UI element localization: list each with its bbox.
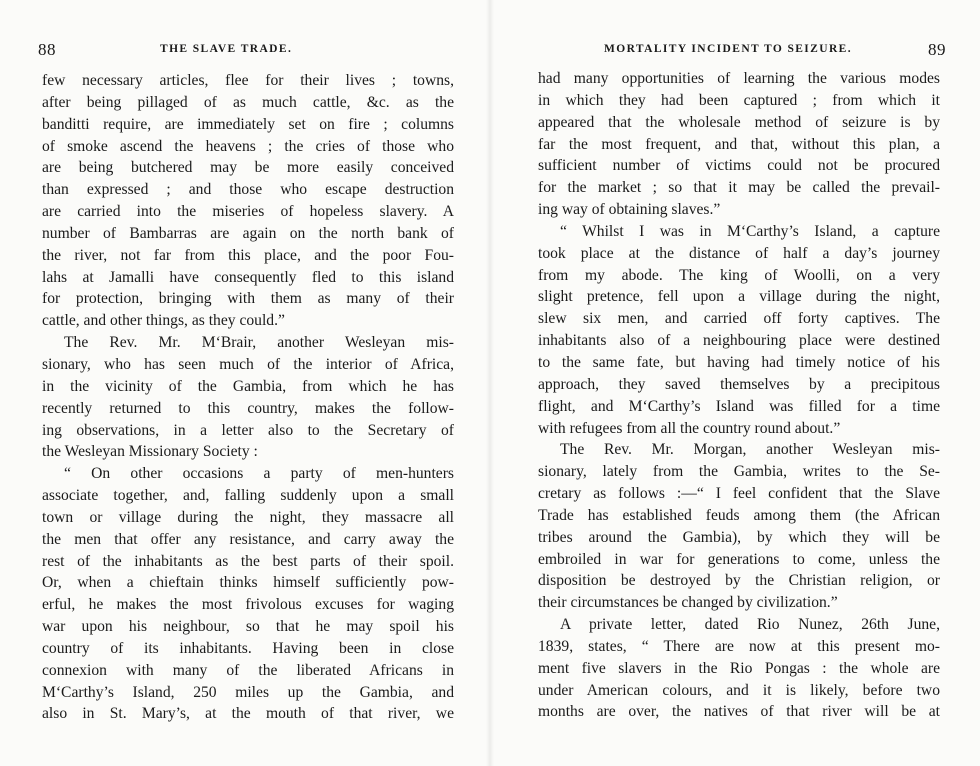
text-line: The Rev. Mr. M‘Brair, another Wesleyan mis- — [64, 334, 454, 352]
text-line: under American colours, and it is likely, before two — [538, 681, 940, 699]
text-line: cattle, and other things, as they could.” — [42, 312, 285, 330]
text-line: are carried into the miseries of hopeless slavery. A — [42, 203, 454, 221]
text-line: disposition be destroyed by the Christian religion, or — [538, 572, 940, 590]
text-line: had many opportunities of learning the various modes — [538, 70, 940, 87]
text-line: few necessary articles, flee for their lives ; towns, — [42, 72, 454, 89]
text-line: lahs at Jamalli have consequently fled to this island — [42, 268, 454, 286]
text-line: M‘Carthy’s Island, 250 miles up the Gambia, and — [42, 683, 454, 701]
right-page-text — [538, 68, 940, 723]
text-line: the men that offer any resistance, and carry away the — [42, 530, 454, 548]
text-line: than expressed ; and those who escape destruction — [42, 181, 454, 199]
left-running-head — [38, 40, 458, 62]
left-running-title: THE SLAVE TRADE. — [160, 43, 293, 55]
text-line: for protection, bringing with them as many of their — [42, 290, 454, 308]
text-line: cretary as follows :—“ I feel confident that the Slave — [538, 485, 940, 503]
text-line: “ On other occasions a party of men-hunters — [64, 465, 454, 483]
text-line: slight pretence, fell upon a village during the night, — [538, 288, 940, 306]
text-line: for the market ; so that it may be called the prevail- — [538, 179, 940, 197]
text-line: sufficient number of victims could not be procured — [538, 157, 940, 175]
text-line: took place at the distance of half a day’s journey — [538, 244, 940, 262]
text-line: the Wesleyan Missionary Society : — [42, 443, 258, 461]
text-line: inhabitants also of a neighbouring place were destined — [538, 332, 940, 350]
text-line: from my abode. The king of Woolli, on a very — [538, 266, 940, 284]
text-line: tribes around the Gambia), by which they will be — [538, 528, 940, 546]
text-line: ing observations, in a letter also to the Secretary of — [42, 421, 454, 439]
text-line: in which they had been captured ; from which it — [538, 91, 940, 109]
text-line: 1839, states, “ There are now at this present mo- — [538, 637, 940, 655]
text-line: flight, and M‘Carthy’s Island was filled for a time — [538, 397, 940, 415]
text-line: banditti require, are immediately set on fire ; columns — [42, 115, 454, 133]
text-line: rest of the inhabitants as the best parts of their spoil. — [42, 552, 454, 570]
text-line: approach, they saved themselves by a precipitous — [538, 375, 940, 393]
text-line: Or, when a chieftain thinks himself sufficiently pow- — [42, 574, 454, 592]
text-line: sionary, lately from the Gambia, writes to the Se- — [538, 463, 940, 481]
text-line: country of its inhabitants. Having been in close — [42, 639, 454, 657]
right-running-head — [536, 40, 946, 62]
text-line: after being pillaged of as much cattle, &c. as the — [42, 93, 454, 111]
text-line: slew six men, and carried off forty captives. The — [538, 310, 940, 328]
text-line: their circumstances be changed by civilization.” — [538, 594, 838, 612]
text-line: far the most frequent, and that, without this plan, a — [538, 135, 940, 153]
text-line: of smoke ascend the heavens ; the cries of those who — [42, 137, 454, 155]
text-line: appeared that the wholesale method of seizure is by — [538, 113, 940, 131]
text-line: recently returned to this country, makes the follow- — [42, 399, 454, 417]
text-line: in the vicinity of the Gambia, from which he has — [42, 377, 454, 395]
text-line: sionary, who has seen much of the interior of Africa, — [42, 355, 454, 373]
text-line: are being butchered may be more easily conceived — [42, 159, 454, 177]
text-line: months are over, the natives of that river will be at — [538, 703, 940, 721]
text-line: the river, not far from this place, and the poor Fou- — [42, 246, 454, 264]
text-line: ing way of obtaining slaves.” — [538, 201, 721, 219]
text-line: connexion with many of the liberated Africans in — [42, 661, 454, 679]
right-page-number: 89 — [928, 40, 946, 59]
text-line: A private letter, dated Rio Nunez, 26th June, — [560, 616, 940, 634]
text-line: number of Bambarras are again on the north bank of — [42, 224, 454, 242]
text-line: associate together, and, falling suddenly upon a small — [42, 487, 454, 505]
right-running-title: MORTALITY INCIDENT TO SEIZURE. — [604, 43, 853, 55]
text-line: with refugees from all the country round about.” — [538, 419, 841, 437]
text-line: The Rev. Mr. Morgan, another Wesleyan mis- — [560, 441, 940, 459]
text-line: town or village during the night, they massacre all — [42, 508, 454, 526]
left-page-text — [42, 70, 454, 725]
text-line: war upon his neighbour, so that he may spoil his — [42, 618, 454, 636]
left-page-number: 88 — [38, 40, 56, 59]
text-line: Trade has established feuds among them (the African — [538, 506, 940, 524]
text-line: embroiled in war for generations to come, unless the — [538, 550, 940, 568]
text-line: to the same fate, but having had timely notice of his — [538, 353, 940, 371]
right-page — [490, 0, 980, 766]
text-line: ment five slavers in the Rio Pongas : the whole are — [538, 659, 940, 677]
text-line: erful, he makes the most frivolous excuses for waging — [42, 596, 454, 614]
text-line: “ Whilst I was in M‘Carthy’s Island, a capture — [560, 222, 940, 240]
text-line: also in St. Mary’s, at the mouth of that river, we — [42, 705, 454, 723]
